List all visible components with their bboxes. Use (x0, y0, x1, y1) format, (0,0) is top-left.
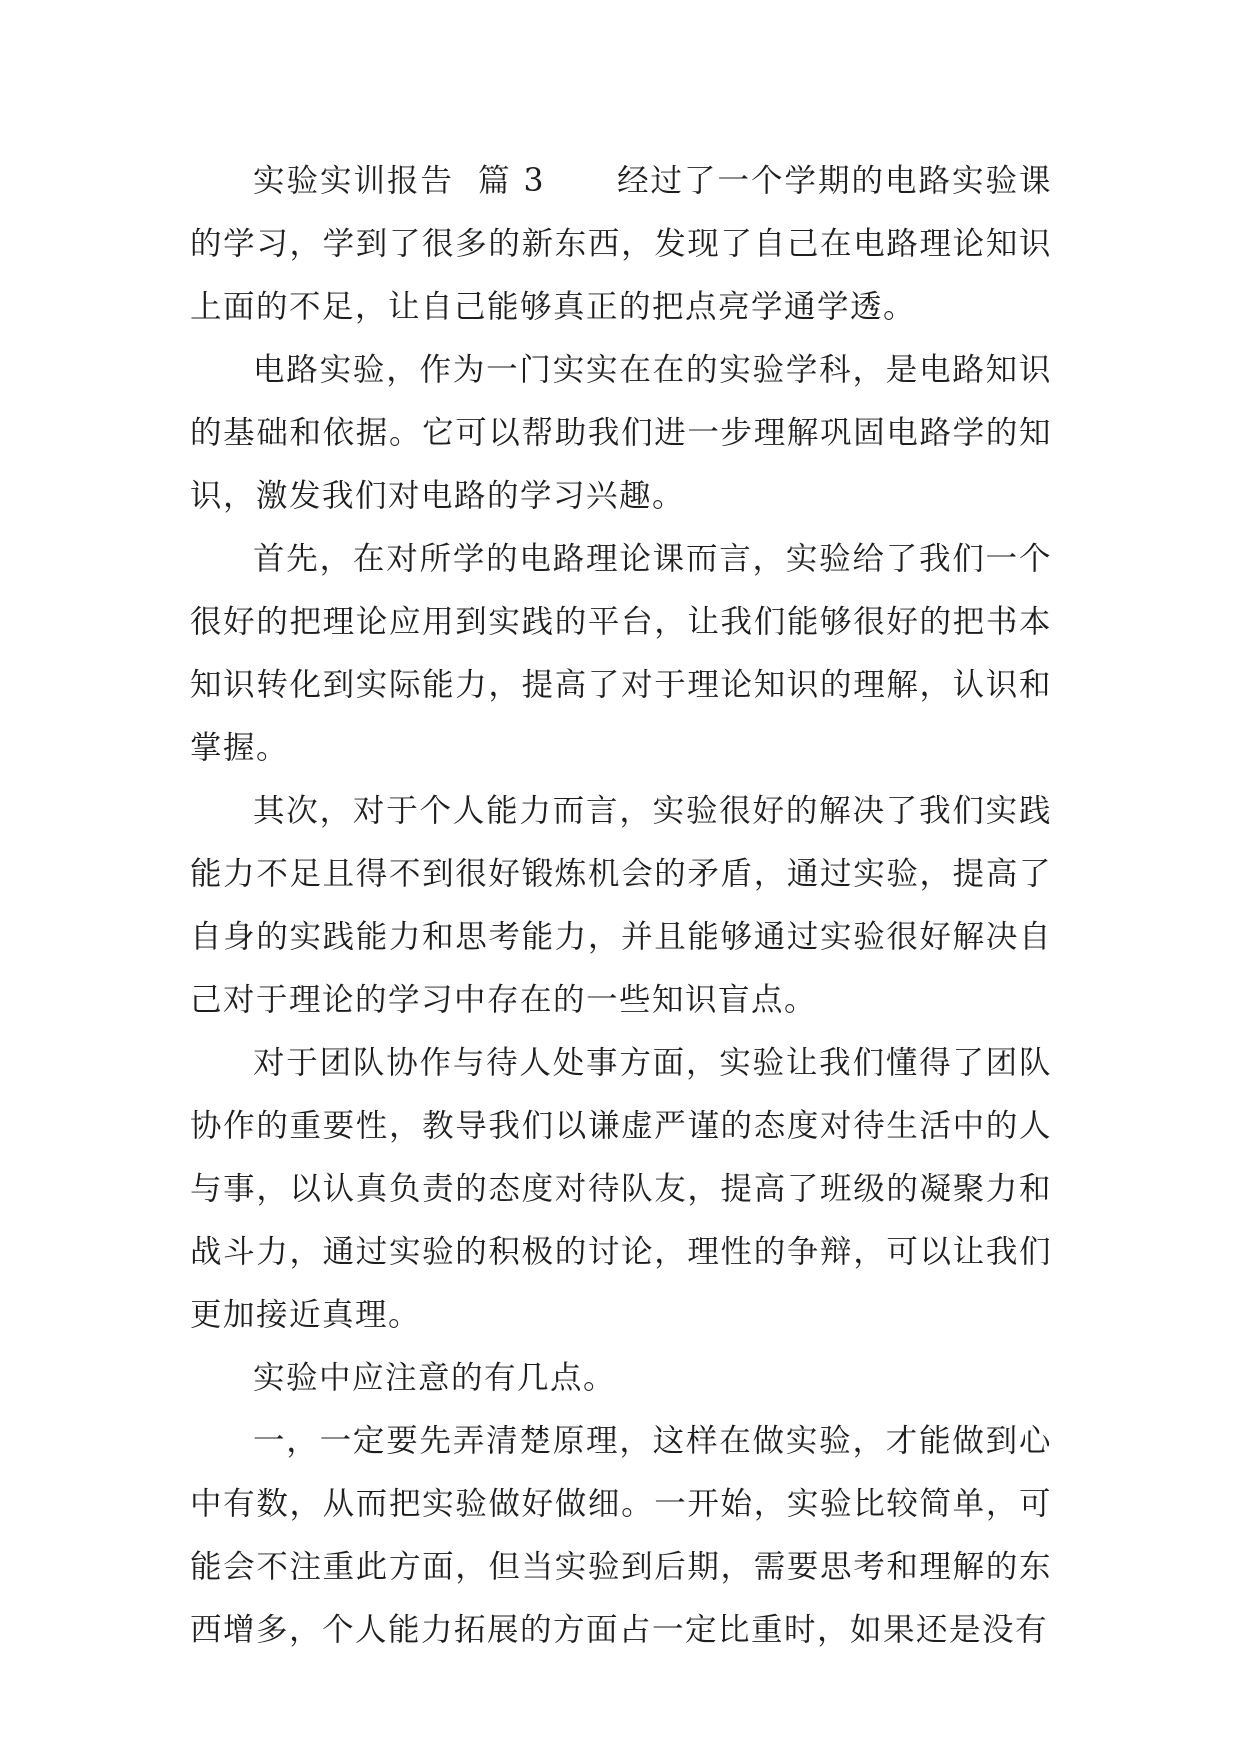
paragraph-text: 经过了一个学期的电路实验课的学习，学到了很多的新东西，发现了自己在电路理论知识上面的不足，让自己能够真正的把点亮学通学透。 (190, 163, 1052, 325)
report-heading: 实验实训报告 篇 3 (253, 163, 546, 199)
paragraph: 电路实验，作为一门实实在在的实验学科，是电路知识的基础和依据。它可以帮助我们进一步理解巩固电路学的知识，激发我们对电路的学习兴趣。 (190, 352, 1052, 514)
paragraph: 对于团队协作与待人处事方面，实验让我们懂得了团队协作的重要性，教导我们以谦虚严谨的态度对待生活中的人与事，以认真负责的态度对待队友，提高了班级的凝聚力和战斗力，通过实验的积极的讨论，理性的争辩，可以让我们更加接近真理。 (190, 1045, 1052, 1333)
paragraph: 实验中应注意的有几点。 (253, 1360, 617, 1396)
paragraph: 首先，在对所学的电路理论课而言，实验给了我们一个很好的把理论应用到实践的平台，让我们能够很好的把书本知识转化到实际能力，提高了对于理论知识的理解，认识和掌握。 (190, 541, 1052, 766)
document-body (190, 150, 1052, 1662)
paragraph: 其次，对于个人能力而言，实验很好的解决了我们实践能力不足且得不到很好锻炼机会的矛盾，通过实验，提高了自身的实践能力和思考能力，并且能够通过实验很好解决自己对于理论的学习中存在的一些知识盲点。 (190, 793, 1052, 1018)
paragraph: 一，一定要先弄清楚原理，这样在做实验，才能做到心中有数，从而把实验做好做细。一开始，实验比较简单，可能会不注重此方面，但当实验到后期，需要思考和理解的东西增多，个人能力拓展的方面占一定比重时，如果还是没有 (190, 1423, 1052, 1648)
paragraph-intro (190, 150, 1052, 339)
